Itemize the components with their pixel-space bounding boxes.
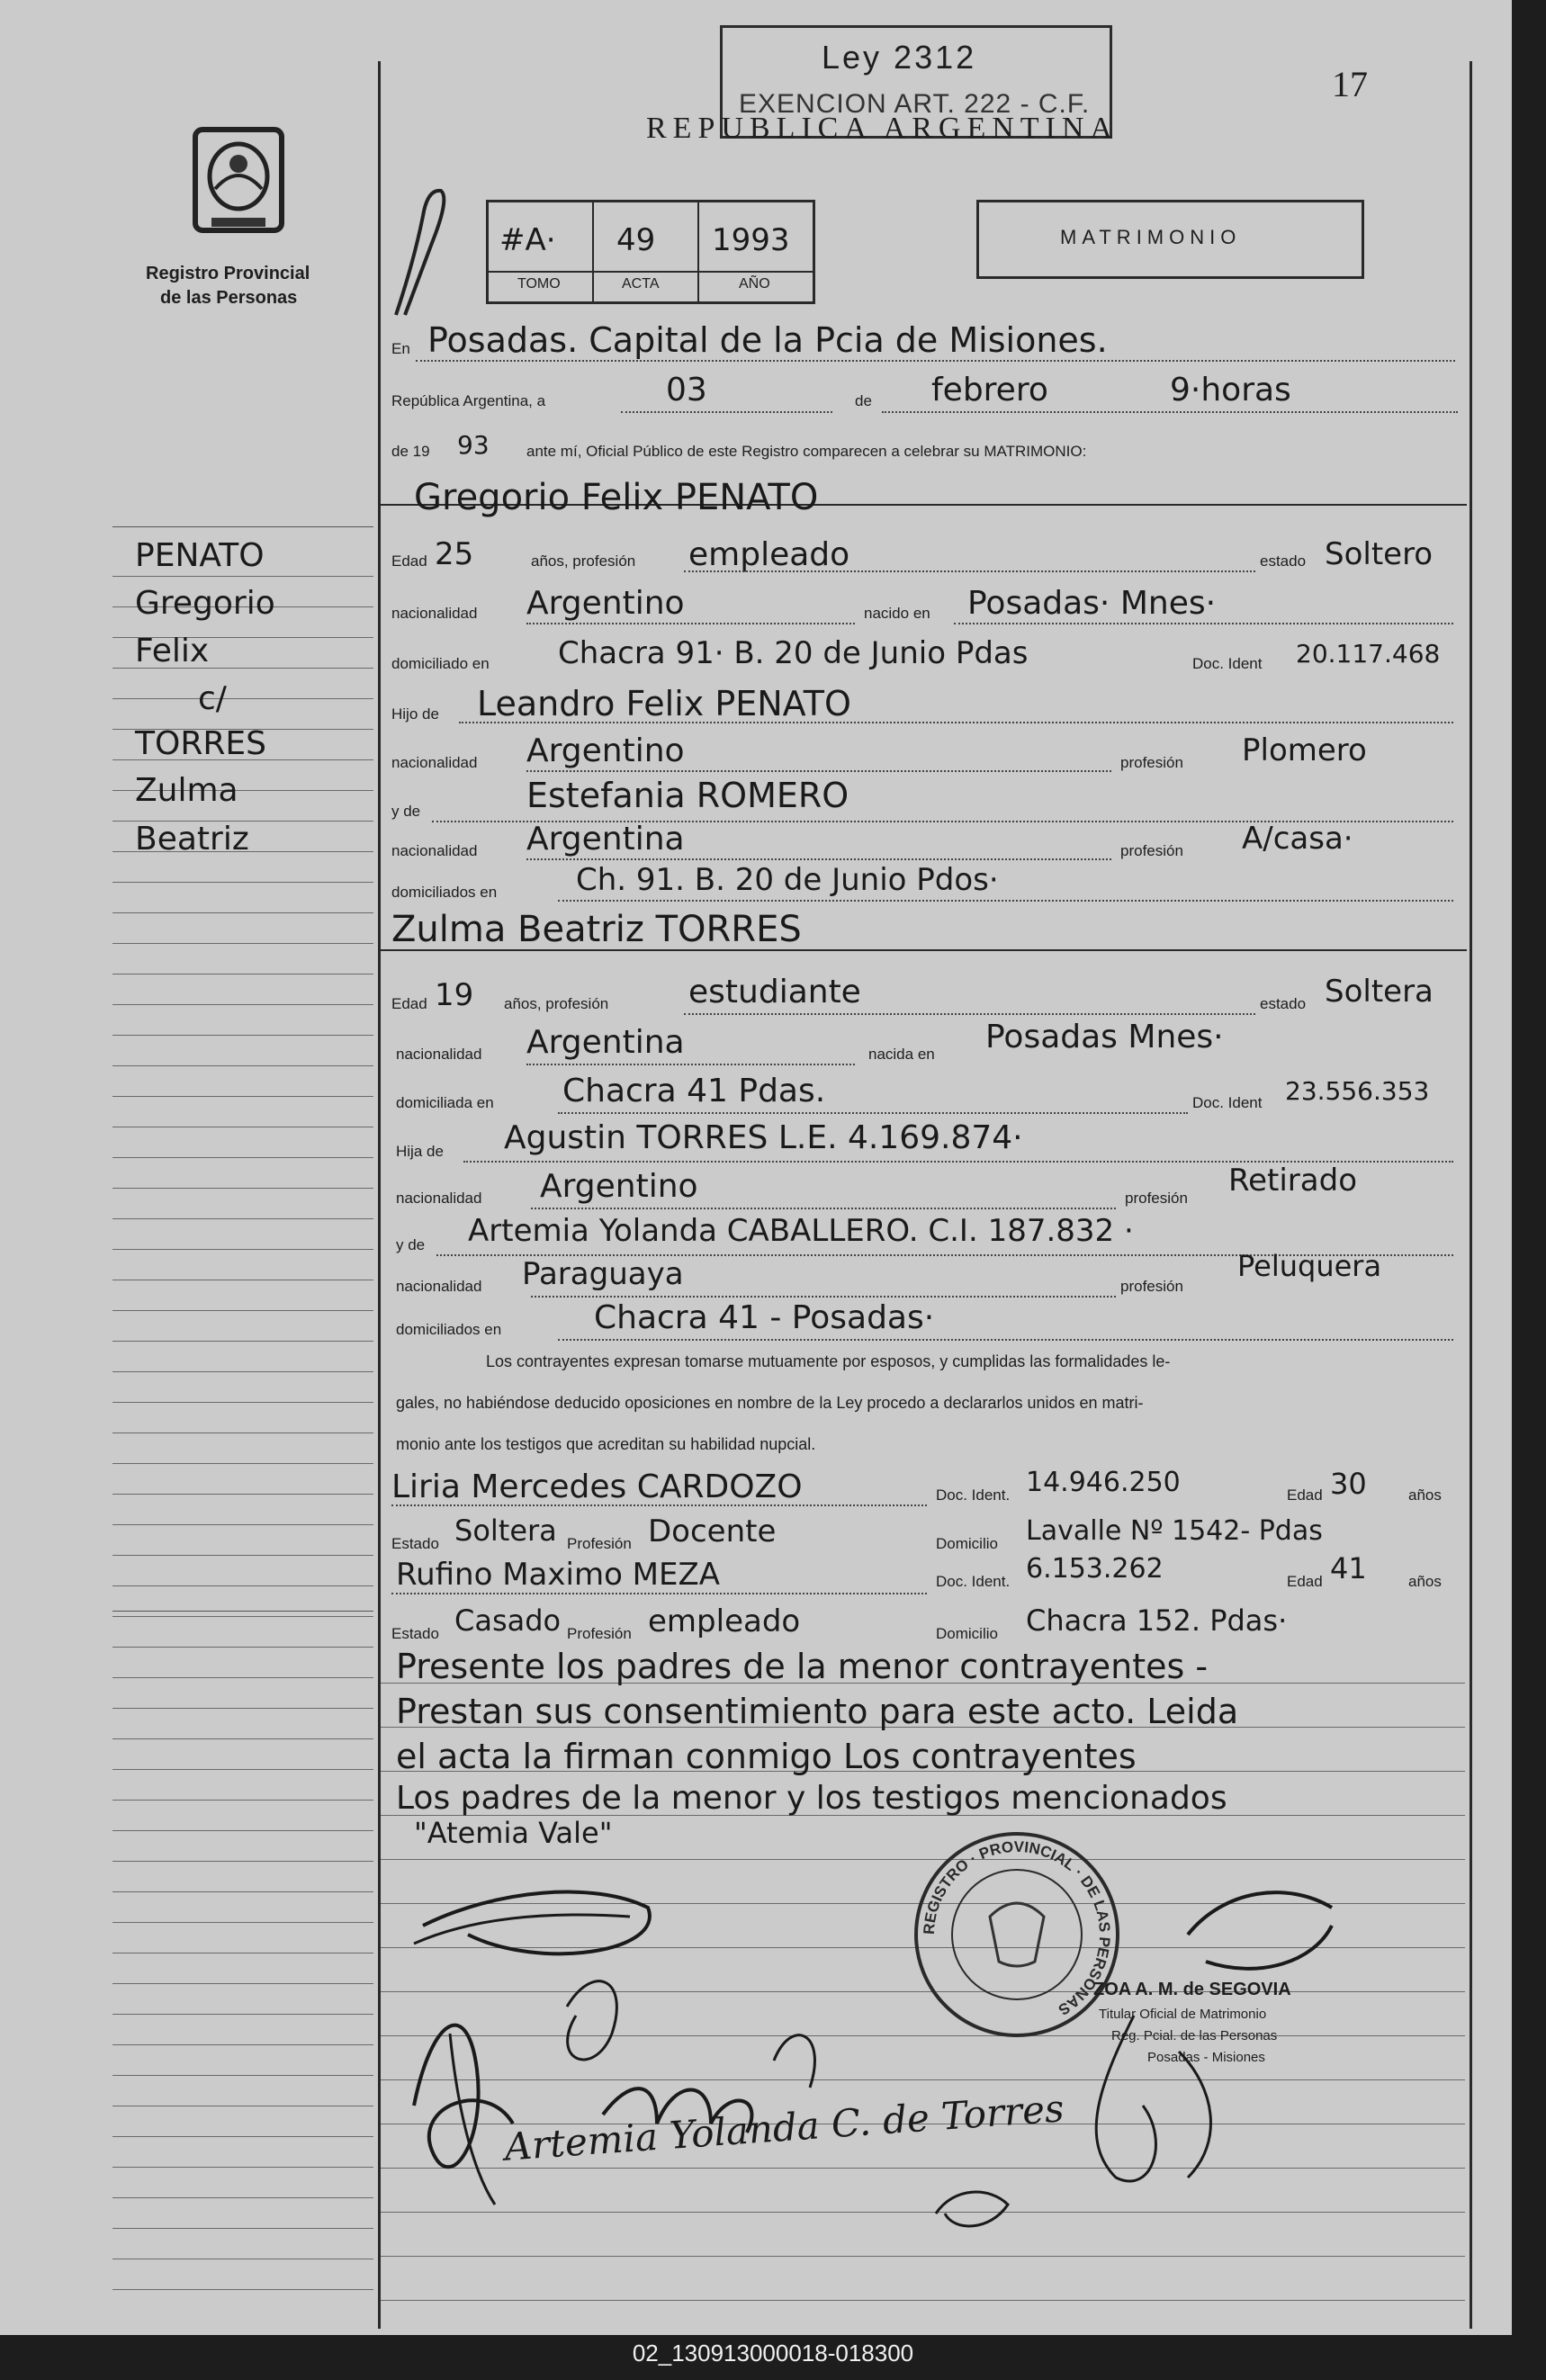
bride-nac-label: nacionalidad [396,1046,482,1063]
groom-domicile: Chacra 91· B. 20 de Junio Pdas [558,635,1029,671]
margin-rule [112,1432,373,1433]
margin-rule [112,1922,373,1923]
groom-parents-dom-label: domiciliados en [391,884,498,901]
tomo-label: TOMO [517,276,561,292]
groom-name: Gregorio Felix PENATO [414,477,819,518]
bride-nacida-label: nacida en [868,1046,935,1063]
groom-father-nat: Argentino [526,732,685,769]
declaration-text [396,1341,1458,1465]
groom-nac-label: nacionalidad [391,605,478,622]
margin-rule [112,943,373,944]
bride-father-nat: Argentino [540,1168,698,1205]
groom-father-prof: Plomero [1242,732,1367,768]
bride-mother: Artemia Yolanda CABALLERO. C.I. 187.832 · [468,1213,1134,1249]
margin-rule [112,1249,373,1250]
date-day: 03 [666,372,707,409]
margin-rule [112,1647,373,1648]
margin-rule [112,1188,373,1189]
margin-rule [112,1708,373,1709]
witness2-estado-label: Estado [391,1625,439,1642]
witness2-prof: empleado [648,1603,801,1639]
bride-doc: 23.556.353 [1285,1076,1430,1106]
place-value: Posadas. Capital de la Pcia de Misiones. [427,320,1108,360]
groom-anos-profesion: años, profesión [531,552,636,570]
witness2-dom-label: Domicilio [936,1625,998,1642]
groom-mother-prof: A/casa· [1242,821,1353,857]
form-rule [381,2256,1465,2257]
bride-mother-nat: Paraguaya [522,1256,684,1292]
witness2-edad-label: Edad [1287,1573,1323,1590]
bride-father-nat-label: nacionalidad [396,1190,482,1207]
margin-rule [112,1494,373,1495]
en-label: En [391,340,410,357]
official-line3: Reg. Pcial. de las Personas [1111,2028,1278,2043]
witness1-prof: Docente [648,1513,777,1549]
margin-rule [112,2014,373,2015]
law-stamp-exemption: EXENCION ART. 222 - C.F. [739,89,1091,119]
witness2-anos: años [1408,1573,1442,1590]
margin-name-line: Gregorio [135,585,275,622]
margin-rule [112,1891,373,1892]
margin-rule [112,2075,373,2076]
groom-father-prof-label: profesión [1120,754,1183,771]
groom-father: Leandro Felix PENATO [477,684,851,723]
witness2-name: Rufino Maximo MEZA [396,1557,721,1593]
bride-anos-profesion: años, profesión [504,995,609,1012]
official-name: ZOA A. M. de SEGOVIA [1093,1980,1291,1999]
groom-nacido-label: nacido en [864,605,930,622]
country-title: REPUBLICA ARGENTINA [646,112,1119,145]
official-line2: Titular Oficial de Matrimonio [1099,2007,1267,2022]
bride-mother-prof: Peluquera [1237,1249,1382,1283]
margin-rule [112,1861,373,1862]
groom-doc-label: Doc. Ident [1192,655,1263,672]
bride-father-prof-label: profesión [1125,1190,1188,1207]
groom-yde-label: y de [391,803,421,820]
date-de-label: de [855,392,872,409]
margin-rule [112,576,373,577]
groom-born: Posadas· Mnes· [967,585,1217,622]
bride-edad-label: Edad [391,995,427,1012]
witness2-edad: 41 [1330,1551,1367,1585]
margin-rule [112,2044,373,2045]
groom-parents-dom: Ch. 91. B. 20 de Junio Pdos· [576,862,999,898]
bride-dom-label: domiciliada en [396,1094,494,1111]
margin-rule [112,1555,373,1556]
acta-label: ACTA [622,276,660,292]
witness1-name: Liria Mercedes CARDOZO [391,1468,803,1505]
groom-mother-prof-label: profesión [1120,842,1183,859]
law-stamp-title: Ley 2312 [822,39,977,76]
ano-value: 1993 [712,222,790,258]
bride-parents-dom: Chacra 41 - Posadas· [594,1299,935,1336]
bride-estado: Soltera [1325,974,1434,1010]
margin-rule [112,1096,373,1097]
groom-estado-label: estado [1260,552,1307,570]
seal-ring-text: REGISTRO · PROVINCIAL · DE LAS PERSONAS [920,1837,1114,2019]
witness1-doc: 14.946.250 [1026,1467,1181,1498]
footer-caption: 02_130913000018-018300 [632,2340,914,2367]
margin-rule [112,912,373,913]
form-rule [381,2300,1465,2301]
witness2-doc: 6.153.262 [1026,1553,1164,1585]
groom-mother-nat-label: nacionalidad [391,842,478,859]
groom-estado: Soltero [1325,536,1434,572]
note-line: el acta la firman conmigo Los contrayentes [396,1737,1137,1776]
margin-rule [112,882,373,883]
declaration-line: monio ante los testigos que acreditan su habilidad nupcial. [396,1435,816,1453]
bride-name: Zulma Beatriz TORRES [391,909,802,950]
signatures-area [360,1854,1440,2250]
witness1-estado-label: Estado [391,1535,439,1552]
note-line: Prestan sus consentimiento para este acto. Leida [396,1692,1239,1731]
groom-dom-label: domiciliado en [391,655,490,672]
margin-rule [112,1983,373,1984]
margin-rule [112,698,373,699]
page-number: 17 [1332,64,1368,104]
margin-rule [112,1677,373,1678]
groom-nationality: Argentino [526,585,685,622]
margin-rule [112,2197,373,2198]
margin-rule [112,1616,373,1617]
bride-father-prof: Retirado [1228,1163,1357,1199]
note-line: "Atemia Vale" [414,1816,613,1850]
bride-mother-signature: Artemia Yolanda C. de Torres [503,2086,1065,2169]
bride-born: Posadas Mnes· [985,1019,1224,1055]
margin-rule [112,1800,373,1801]
margin-rule [112,1463,373,1464]
margin-rule [112,1402,373,1403]
bride-mother-prof-label: profesión [1120,1278,1183,1295]
margin-rule [112,1738,373,1739]
registry-label-line1: Registro Provincial [146,264,310,283]
margin-rule [112,2228,373,2229]
witness1-dom-label: Domicilio [936,1535,998,1552]
margin-rule [112,1157,373,1158]
margin-name-line: Felix [135,633,210,669]
margin-rule [112,1035,373,1036]
registry-label-line2: de las Personas [160,288,298,308]
witness1-edad: 30 [1330,1467,1367,1501]
groom-edad-label: Edad [391,552,427,570]
bride-yde-label: y de [396,1236,426,1253]
bride-edad: 19 [435,977,474,1013]
declaration-line: Los contrayentes expresan tomarse mutuamente por esposos, y cumplidas las formalidades le- [486,1352,1171,1370]
ano-label: AÑO [739,276,770,292]
official-line4: Posadas - Misiones [1147,2050,1265,2065]
witness2-prof-label: Profesión [567,1625,632,1642]
groom-mother: Estefania ROMERO [526,776,849,815]
witness2-doc-label: Doc. Ident. [936,1573,1011,1590]
groom-hijo-label: Hijo de [391,705,439,723]
bride-nationality: Argentina [526,1024,685,1061]
margin-rule [112,2167,373,2168]
groom-edad: 25 [435,536,474,572]
groom-father-nat-label: nacionalidad [391,754,478,771]
margin-rule [112,1310,373,1311]
margin-name-line: PENATO [135,537,265,574]
margin-name-line: TORRES [135,725,266,762]
groom-doc: 20.117.468 [1296,639,1441,669]
date-time: 9·horas [1170,372,1291,409]
year-prefix: de 19 [391,443,430,460]
groom-mother-nat: Argentina [526,821,685,858]
intro-text: ante mí, Oficial Público de este Registro comparecen a celebrar su MATRIMONIO: [526,443,1087,460]
margin-rule [112,1065,373,1066]
bride-father: Agustin TORRES L.E. 4.169.874· [504,1119,1023,1156]
bride-estado-label: estado [1260,995,1307,1012]
bride-profession: estudiante [688,974,861,1010]
witness1-edad-label: Edad [1287,1486,1323,1504]
tomo-value: #A· [499,222,556,258]
margin-rule [112,1218,373,1219]
acta-value: 49 [616,222,656,258]
bride-doc-label: Doc. Ident [1192,1094,1263,1111]
margin-name-line: c/ [198,680,227,717]
margin-name-line: Beatriz [135,821,249,858]
provincial-coat-of-arms-icon [175,117,301,243]
witness2-dom: Chacra 152. Pdas· [1026,1603,1288,1638]
year-suffix: 93 [457,430,490,460]
margin-rule [112,1585,373,1586]
bride-mother-nat-label: nacionalidad [396,1278,482,1295]
margin-rule [112,1769,373,1770]
margin-rule [112,1524,373,1525]
groom-profession: empleado [688,536,850,573]
republic-label: República Argentina, a [391,392,546,409]
bride-domicile: Chacra 41 Pdas. [562,1073,826,1109]
witness2-estado: Casado [454,1603,562,1638]
margin-rule [112,1341,373,1342]
declaration-line: gales, no habiéndose deducido oposiciones en nombre de la Ley procedo a declararlos unidos en matri- [396,1394,1144,1412]
witness1-dom: Lavalle Nº 1542- Pdas [1026,1515,1323,1547]
bride-parents-dom-label: domiciliados en [396,1321,502,1338]
note-line: Presente los padres de la menor contrayentes - [396,1647,1209,1686]
margin-rule [112,1004,373,1005]
margin-rule [112,2136,373,2137]
doc-type-label: MATRIMONIO [1060,226,1242,248]
bride-hija-label: Hija de [396,1143,444,1160]
note-line: Los padres de la menor y los testigos mencionados [396,1780,1227,1817]
margin-name-line: Zulma [135,772,238,809]
witness1-doc-label: Doc. Ident. [936,1486,1011,1504]
margin-rule [112,1371,373,1372]
witness1-estado: Soltera [454,1513,557,1548]
witness1-prof-label: Profesión [567,1535,632,1552]
witness1-anos: años [1408,1486,1442,1504]
margin-rule [112,1830,373,1831]
date-month: febrero [931,372,1048,409]
margin-rule [112,2289,373,2290]
